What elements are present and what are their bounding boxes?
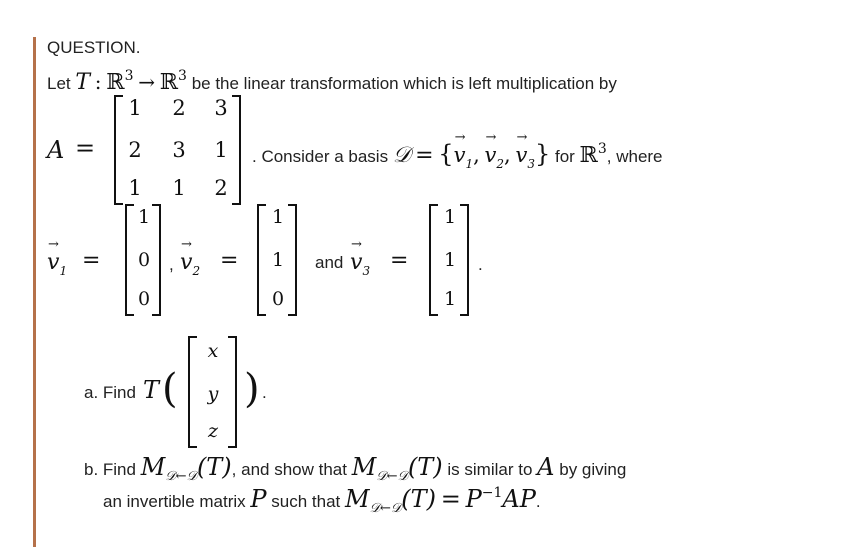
matrix-A-cell: 1 (128, 96, 142, 120)
part-a-T: T (143, 376, 160, 404)
part-a-period: . (262, 383, 267, 402)
v2-left-bracket (257, 204, 266, 316)
part-a-entry: y (207, 383, 219, 405)
part-b-text2: is similar to (447, 460, 533, 479)
v3-entry: 1 (443, 249, 457, 271)
part-b-such-that: such that (271, 492, 341, 511)
part-a-label: a. Find (84, 383, 136, 402)
vectors-period: . (478, 255, 483, 274)
v3-label: → $v_3$ (350, 250, 370, 275)
part-b-line2-text: an invertible matrix (103, 492, 246, 511)
matrix-A-equals: = (75, 134, 96, 162)
v1-entry: 0 (137, 288, 151, 310)
v3-left-bracket (429, 204, 438, 316)
basis-where: , where (606, 147, 663, 166)
part-b-label: b. Find (84, 460, 136, 479)
basis-v1: → $v_1$ (454, 143, 474, 167)
matrix-A-cell: 3 (172, 138, 186, 162)
part-a-left-bracket (188, 336, 197, 448)
matrix-A-cell: 2 (128, 138, 142, 162)
part-b-line1: b. Find $M_{𝒟\leftarrow 𝒟}(T)$, and show that $M_{𝒟\leftarrow 𝒟}(T)$ is similar to A by giving (84, 453, 627, 484)
part-b-line2: an invertible matrix P such that $M_{𝒟\leftarrow 𝒟}(T) = P^{-1}AP$. (103, 485, 541, 516)
intro-let: Let (47, 74, 71, 93)
matrix-A-cell: 2 (172, 96, 186, 120)
matrix-A-label: A (47, 136, 65, 164)
v2-equals: = (220, 248, 239, 273)
basis-for: for (554, 147, 575, 166)
left-accent-rule (33, 37, 36, 547)
matrix-A-cell: 1 (128, 176, 142, 200)
part-b-AP: AP (502, 485, 536, 513)
v3-entry: 1 (443, 206, 457, 228)
matrix-A-cell: 2 (214, 176, 228, 200)
v1-entry: 0 (137, 249, 151, 271)
part-a-entry: z (207, 420, 218, 442)
maps-arrow: → (138, 70, 155, 94)
domain-R3: ℝ$^3$ (106, 68, 134, 95)
part-a-right-paren: ) (244, 366, 260, 412)
part-b-period: . (535, 492, 541, 511)
basis-equals: = (415, 143, 434, 168)
intro-line (47, 70, 617, 95)
part-b-text3: by giving (559, 460, 627, 479)
part-b-inverse-exp: −1 (481, 485, 503, 501)
part-b-M: M (140, 453, 166, 481)
part-b-A: A (537, 453, 555, 481)
part-b-P: P (250, 485, 267, 513)
part-b-T-arg: (T) (196, 453, 232, 481)
question-header (47, 38, 141, 58)
basis-D: 𝒟 (392, 143, 411, 168)
matrix-A-cell: 3 (214, 96, 228, 120)
v1-label: → $v_1$ (47, 250, 67, 275)
and-word: and (315, 253, 344, 272)
basis-consider: . Consider a basis (252, 147, 389, 166)
part-b-subscript: 𝒟←𝒟 (165, 469, 197, 484)
part-a-entry: x (207, 340, 219, 362)
v2-entry: 0 (271, 288, 285, 310)
intro-rest: be the linear transformation which is left multiplication by (191, 74, 617, 93)
basis-line: . Consider a basis 𝒟 = {→ $v_1$, → $v_2$, → $v_3$} for ℝ$^3$, where (252, 140, 663, 168)
vector-separator: , (169, 255, 174, 274)
transform-T: T (75, 70, 91, 95)
v3-entry: 1 (443, 288, 457, 310)
part-a-left-paren: ( (162, 366, 178, 412)
set-open-brace: { (438, 140, 454, 168)
set-close-brace: } (534, 140, 551, 168)
question-label: QUESTION. (47, 38, 141, 57)
v2-entry: 1 (271, 249, 285, 271)
v2-right-bracket (288, 204, 297, 316)
matrix-A-cell: 1 (214, 138, 228, 162)
part-b-text1: , and show that (231, 460, 347, 479)
v3-right-bracket (460, 204, 469, 316)
colon: : (94, 70, 102, 94)
basis-R3: ℝ$^3$ (579, 141, 607, 168)
basis-v2: → $v_2$ (485, 143, 505, 167)
v2-label: → $v_2$ (180, 250, 200, 275)
v1-entry: 1 (137, 206, 151, 228)
v1-equals: = (82, 248, 101, 273)
part-a-right-bracket (228, 336, 237, 448)
basis-v3: → $v_3$ (515, 143, 535, 167)
v2-entry: 1 (271, 206, 285, 228)
matrix-A-cell: 1 (172, 176, 186, 200)
part-b-equals: = (440, 485, 461, 513)
v3-equals: = (390, 248, 409, 273)
codomain-R3: ℝ$^3$ (159, 68, 187, 95)
